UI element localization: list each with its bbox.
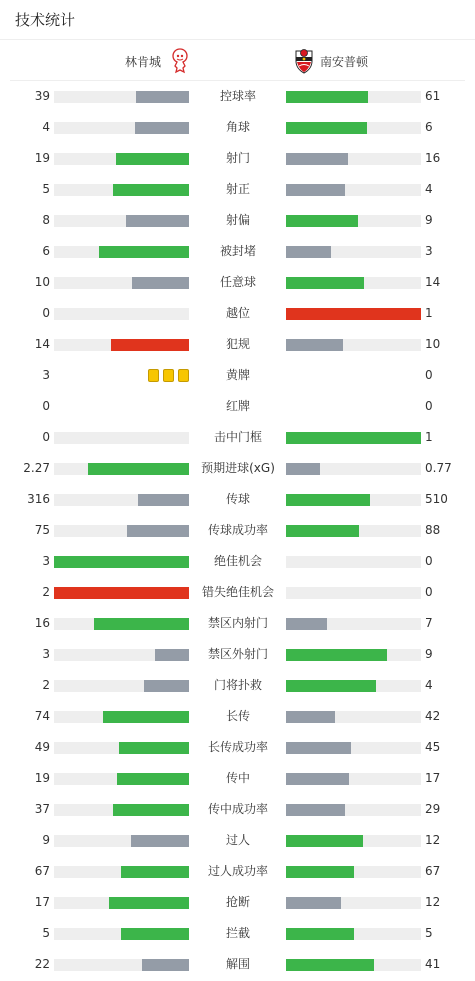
- away-stat-value: 510: [425, 492, 448, 506]
- stat-row: [0, 391, 475, 422]
- home-stat-bar-fill: [138, 494, 189, 506]
- home-stat-bar-fill: [117, 773, 189, 785]
- away-stat-value: 9: [425, 213, 433, 227]
- home-stat-value: 316: [27, 492, 50, 506]
- stat-label: 长传: [225, 709, 250, 723]
- away-stat-value: 0: [425, 368, 433, 382]
- away-stat-bar-fill: [286, 618, 327, 630]
- stat-row: [0, 639, 475, 670]
- home-stat-bar-fill: [126, 215, 189, 227]
- home-stat-bar-fill: [136, 91, 189, 103]
- away-stat-bar: [286, 618, 421, 630]
- stat-label: 传球: [225, 492, 250, 506]
- away-stat-bar-fill: [286, 711, 335, 723]
- away-stat-bar-fill: [286, 122, 367, 134]
- away-stat-bar-fill: [286, 897, 341, 909]
- away-stat-bar: [286, 308, 421, 320]
- away-stat-value: 61: [425, 89, 441, 103]
- stat-label: 传中成功率: [207, 802, 268, 816]
- away-stat-bar-fill: [286, 215, 358, 227]
- stat-label: 犯规: [225, 337, 250, 351]
- away-stat-bar: [286, 215, 421, 227]
- stat-row: [0, 205, 475, 236]
- away-stat-bar: [286, 277, 421, 289]
- away-stat-bar-fill: [286, 153, 348, 165]
- stat-row: [0, 236, 475, 267]
- away-stat-bar: [286, 587, 421, 599]
- stat-row: [0, 143, 475, 174]
- stat-row: [0, 732, 475, 763]
- home-stat-bar-fill: [142, 959, 189, 971]
- stat-label: 任意球: [219, 275, 256, 289]
- stat-label: 禁区内射门: [207, 616, 268, 630]
- away-stat-bar: [286, 184, 421, 196]
- home-stat-value: 5: [42, 182, 50, 196]
- away-stat-value: 5: [425, 926, 433, 940]
- home-stat-bar: [54, 122, 189, 134]
- stat-label: 门将扑救: [213, 678, 262, 692]
- home-stat-value: 3: [42, 554, 50, 568]
- away-stat-bar: [286, 153, 421, 165]
- page-title: 技术统计: [15, 11, 76, 29]
- away-stat-bar-fill: [286, 432, 421, 444]
- away-stat-bar-fill: [286, 184, 345, 196]
- home-stat-bar: [54, 897, 189, 909]
- stat-label: 错失绝佳机会: [201, 585, 274, 599]
- home-stat-value: 67: [34, 864, 50, 878]
- home-stat-bar-fill: [99, 246, 189, 258]
- stat-label: 射正: [225, 182, 250, 196]
- home-stat-value: 3: [42, 368, 50, 382]
- home-stat-bar: [54, 618, 189, 630]
- away-stat-value: 17: [425, 771, 441, 785]
- home-stat-value: 19: [34, 151, 50, 165]
- home-stat-bar-fill: [54, 587, 189, 599]
- home-stat-value: 39: [34, 89, 50, 103]
- home-stat-bar: [54, 556, 189, 568]
- away-stat-value: 1: [425, 430, 433, 444]
- away-stat-bar: [286, 773, 421, 785]
- home-stat-bar-fill: [127, 525, 189, 537]
- stat-row: [0, 329, 475, 360]
- home-stat-bar-fill: [103, 711, 189, 723]
- away-stat-bar-fill: [286, 742, 351, 754]
- home-stat-bar-fill: [121, 928, 189, 940]
- away-stat-value: 9: [425, 647, 433, 661]
- away-stat-bar-fill: [286, 835, 363, 847]
- stat-row: [0, 856, 475, 887]
- stat-row: [0, 484, 475, 515]
- home-stat-bar: [54, 866, 189, 878]
- stat-row: [0, 81, 475, 112]
- stat-label: 被封堵: [219, 244, 256, 258]
- away-stat-value: 0: [425, 585, 433, 599]
- stat-label: 预期进球(xG): [201, 461, 275, 475]
- home-stat-bar: [54, 153, 189, 165]
- home-stat-bar: [54, 959, 189, 971]
- away-stat-value: 12: [425, 895, 441, 909]
- stat-row: [0, 794, 475, 825]
- stat-row: [0, 887, 475, 918]
- away-stat-bar: [286, 835, 421, 847]
- stat-row: [0, 298, 475, 329]
- away-stat-bar: [286, 432, 421, 444]
- away-stat-value: 41: [425, 957, 441, 971]
- away-stat-bar-fill: [286, 308, 421, 320]
- home-stat-bar: [54, 432, 189, 444]
- stat-label: 拦截: [225, 926, 250, 940]
- away-stat-bar: [286, 649, 421, 661]
- away-stat-bar: [286, 742, 421, 754]
- home-stat-bar: [54, 804, 189, 816]
- away-stat-bar: [286, 122, 421, 134]
- stat-row: [0, 670, 475, 701]
- home-stat-bar: [54, 525, 189, 537]
- stat-row: [0, 825, 475, 856]
- home-stat-value: 22: [34, 957, 50, 971]
- stat-label: 越位: [225, 306, 250, 320]
- away-stat-bar-fill: [286, 463, 320, 475]
- stat-row: [0, 918, 475, 949]
- home-stat-value: 0: [42, 306, 50, 320]
- stat-label: 传球成功率: [207, 523, 268, 537]
- away-stat-value: 6: [425, 120, 433, 134]
- stat-label: 红牌: [225, 399, 250, 413]
- stats-list: [0, 81, 475, 980]
- away-stat-bar: [286, 339, 421, 351]
- home-stat-bar-fill: [119, 742, 189, 754]
- away-stat-value: 10: [425, 337, 441, 351]
- stat-label: 过人: [225, 833, 250, 847]
- home-stat-bar-fill: [111, 339, 189, 351]
- away-stat-bar-fill: [286, 525, 359, 537]
- away-stat-value: 45: [425, 740, 441, 754]
- away-stat-bar-fill: [286, 773, 349, 785]
- home-stat-bar-fill: [94, 618, 189, 630]
- home-stat-value: 2: [42, 678, 50, 692]
- away-stat-value: 0: [425, 554, 433, 568]
- away-team[interactable]: [293, 41, 368, 81]
- home-stat-bar: [54, 308, 189, 320]
- home-stat-value: 3: [42, 647, 50, 661]
- stat-row: [0, 577, 475, 608]
- stats-header: [0, 0, 475, 40]
- home-stat-bar: [54, 184, 189, 196]
- home-stat-bar-fill: [54, 556, 189, 568]
- home-stat-bar: [54, 742, 189, 754]
- away-stat-value: 4: [425, 182, 433, 196]
- away-stat-bar: [286, 959, 421, 971]
- away-stat-bar: [286, 897, 421, 909]
- away-stat-value: 7: [425, 616, 433, 630]
- home-stat-value: 14: [34, 337, 50, 351]
- stat-row: [0, 174, 475, 205]
- home-stat-bar: [54, 494, 189, 506]
- stat-row: [0, 949, 475, 980]
- away-stat-bar: [286, 246, 421, 258]
- stat-row: [0, 608, 475, 639]
- home-stat-bar-fill: [88, 463, 189, 475]
- teams-bar: [10, 41, 465, 81]
- home-stat-bar: [54, 773, 189, 785]
- away-stat-value: 3: [425, 244, 433, 258]
- stat-row: [0, 453, 475, 484]
- home-stat-bar: [54, 246, 189, 258]
- home-stat-bar-fill: [132, 277, 189, 289]
- yellow-card-icon: [163, 369, 174, 382]
- away-stat-bar: [286, 494, 421, 506]
- home-stat-value: 9: [42, 833, 50, 847]
- home-stat-value: 75: [34, 523, 50, 537]
- home-stat-bar: [54, 835, 189, 847]
- home-stat-bar: [54, 277, 189, 289]
- away-stat-bar: [286, 680, 421, 692]
- away-stat-bar: [286, 928, 421, 940]
- home-stat-bar-fill: [131, 835, 189, 847]
- home-stat-value: 10: [34, 275, 50, 289]
- home-stat-bar: [54, 928, 189, 940]
- home-stat-bar-fill: [155, 649, 189, 661]
- stat-row: [0, 422, 475, 453]
- home-stat-bar-fill: [116, 153, 189, 165]
- stat-label: 绝佳机会: [213, 554, 262, 568]
- stat-row: [0, 360, 475, 391]
- home-stat-value: 17: [34, 895, 50, 909]
- stat-label: 击中门框: [213, 430, 262, 444]
- away-stat-bar-fill: [286, 680, 376, 692]
- away-stat-bar-fill: [286, 804, 345, 816]
- stat-row: [0, 515, 475, 546]
- away-stat-value: 42: [425, 709, 441, 723]
- away-stat-bar: [286, 866, 421, 878]
- home-stat-value: 0: [42, 399, 50, 413]
- southampton-crest-icon: [293, 48, 315, 74]
- home-stat-value: 19: [34, 771, 50, 785]
- stat-row: [0, 546, 475, 577]
- away-stat-bar: [286, 525, 421, 537]
- home-stat-value: 5: [42, 926, 50, 940]
- away-stat-bar-fill: [286, 959, 374, 971]
- home-team[interactable]: [125, 41, 191, 81]
- stat-label: 射偏: [225, 213, 250, 227]
- away-stat-value: 1: [425, 306, 433, 320]
- stat-label: 禁区外射门: [207, 647, 268, 661]
- away-stat-bar: [286, 463, 421, 475]
- away-stat-value: 0.77: [425, 461, 452, 475]
- home-stat-value: 2: [42, 585, 50, 599]
- home-stat-value: 2.27: [23, 461, 50, 475]
- stat-label: 解围: [225, 957, 250, 971]
- away-stat-bar: [286, 804, 421, 816]
- home-stat-bar: [54, 339, 189, 351]
- stat-row: [0, 112, 475, 143]
- home-stat-value: 6: [42, 244, 50, 258]
- home-stat-bar-fill: [113, 804, 189, 816]
- home-stat-value: 74: [34, 709, 50, 723]
- away-stat-bar-fill: [286, 339, 343, 351]
- home-stat-bar-fill: [109, 897, 189, 909]
- away-stat-value: 29: [425, 802, 441, 816]
- stat-label: 过人成功率: [207, 864, 268, 878]
- away-stat-value: 67: [425, 864, 441, 878]
- stat-label: 射门: [225, 151, 250, 165]
- home-stat-bar-fill: [113, 184, 189, 196]
- home-stat-value: 4: [42, 120, 50, 134]
- away-stat-bar-fill: [286, 649, 387, 661]
- home-stat-bar: [54, 463, 189, 475]
- home-stat-bar-fill: [121, 866, 189, 878]
- stat-label: 传中: [225, 771, 250, 785]
- home-stat-value: 49: [34, 740, 50, 754]
- home-stat-bar: [54, 215, 189, 227]
- away-stat-value: 4: [425, 678, 433, 692]
- yellow-card-icon: [148, 369, 159, 382]
- away-stat-bar-fill: [286, 494, 370, 506]
- home-stat-bar-fill: [135, 122, 189, 134]
- home-stat-bar: [54, 680, 189, 692]
- away-stat-bar-fill: [286, 91, 368, 103]
- home-stat-bar: [54, 91, 189, 103]
- away-stat-value: 16: [425, 151, 441, 165]
- away-stat-bar-fill: [286, 246, 331, 258]
- away-stat-bar: [286, 556, 421, 568]
- away-team-name: 南安普顿: [320, 54, 369, 69]
- home-stat-bar: [54, 649, 189, 661]
- home-team-name: 林肯城: [125, 54, 162, 69]
- stat-label: 抢断: [225, 895, 250, 909]
- away-stat-bar: [286, 91, 421, 103]
- home-stat-value: 8: [42, 213, 50, 227]
- home-stat-bar: [54, 711, 189, 723]
- home-stat-bar-fill: [144, 680, 189, 692]
- stat-row: [0, 701, 475, 732]
- away-stat-bar-fill: [286, 866, 354, 878]
- away-stat-value: 14: [425, 275, 441, 289]
- home-stat-value: 37: [34, 802, 50, 816]
- stat-label: 黄牌: [225, 368, 250, 382]
- yellow-card-icon: [178, 369, 189, 382]
- stat-row: [0, 763, 475, 794]
- away-stat-bar-fill: [286, 928, 354, 940]
- lincoln-crest-icon: [169, 48, 191, 74]
- away-stat-bar-fill: [286, 277, 364, 289]
- away-stat-value: 88: [425, 523, 441, 537]
- stat-label: 长传成功率: [207, 740, 268, 754]
- stat-label: 控球率: [219, 89, 256, 103]
- stat-label: 角球: [225, 120, 250, 134]
- home-stat-value: 16: [34, 616, 50, 630]
- home-stat-value: 0: [42, 430, 50, 444]
- home-stat-bar: [54, 587, 189, 599]
- yellow-cards: [54, 369, 189, 382]
- away-stat-value: 12: [425, 833, 441, 847]
- away-stat-bar: [286, 711, 421, 723]
- stat-row: [0, 267, 475, 298]
- away-stat-value: 0: [425, 399, 433, 413]
